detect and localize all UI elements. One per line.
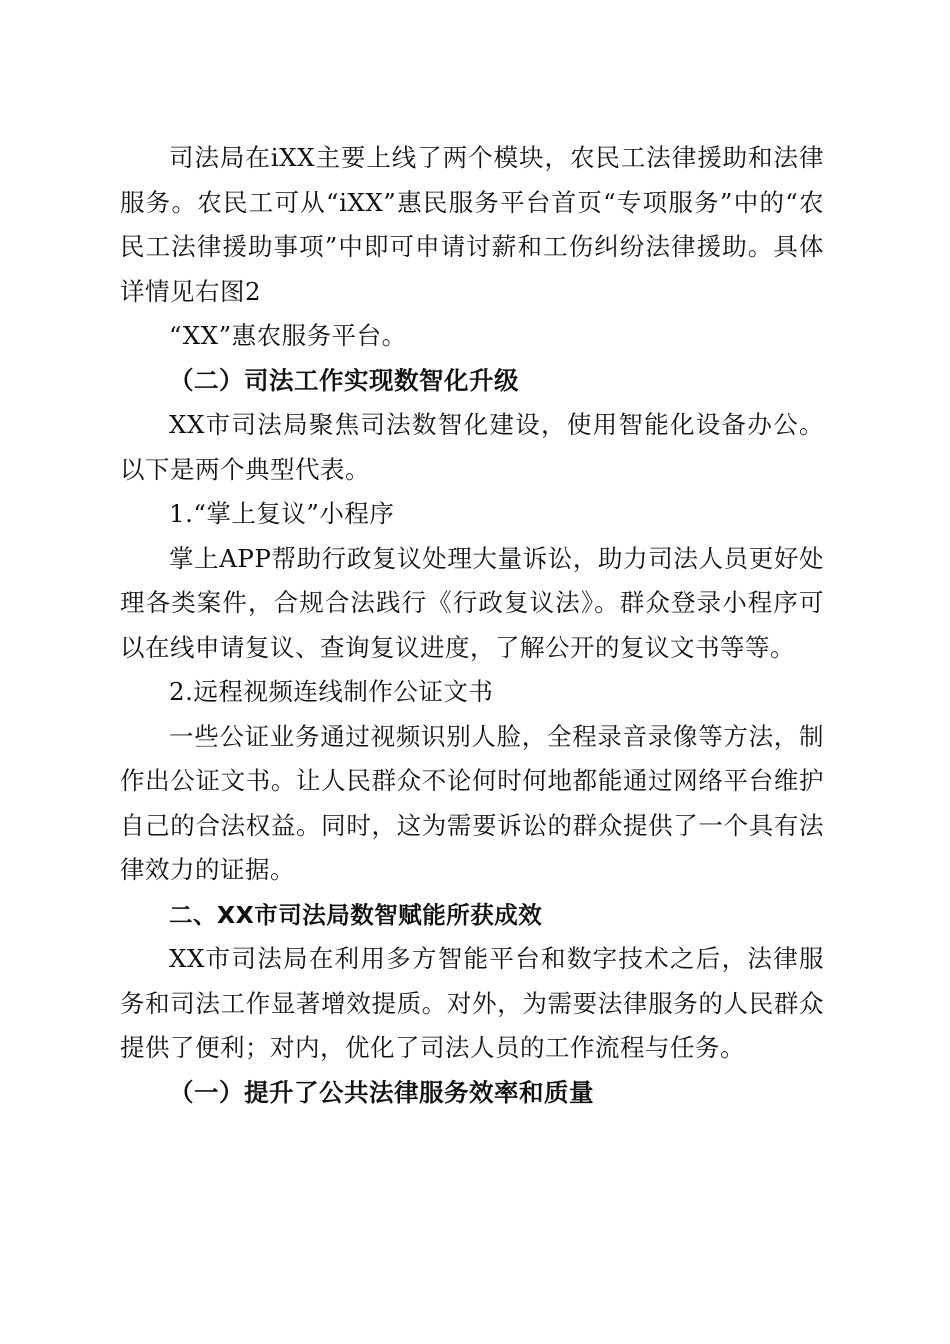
section-heading-results: 二、XX市司法局数智赋能所获成效 [169, 900, 543, 929]
paragraph-results: XX市司法局在利用多方智能平台和数字技术之后，法律服务和司法工作显著增效提质。对外，为需要法律服务的人民群众提供了便利；对内，优化了司法人员的工作流程与任务。 [120, 944, 824, 1062]
subheading-service-efficiency: （一）提升了公共法律服务效率和质量 [169, 1077, 594, 1107]
subheading-digital-upgrade: （二）司法工作实现数智化升级 [169, 365, 519, 395]
paragraph-digital-construction: XX市司法局聚焦司法数智化建设，使用智能化设备办公。以下是两个典型代表。 [120, 410, 824, 484]
document-body [120, 136, 824, 1115]
paragraph-remote-notary: 一些公证业务通过视频识别人脸，全程录音录像等方法，制作出公证文书。让人民群众不论何时何地都能通过网络平台维护自己的合法权益。同时，这为需要诉讼的群众提供了一个具有法律效力的证据。 [120, 721, 824, 884]
item-heading-mini-program: 1.“掌上复议”小程序 [169, 499, 395, 528]
paragraph-ixx-modules: 司法局在iXX主要上线了两个模块，农民工法律援助和法律服务。农民工可从“iXX”惠民服务平台首页“专项服务”中的“农民工法律援助事项”中即可申请讨薪和工伤纠纷法律援助。具体详情见右图2 [120, 143, 824, 306]
paragraph-platform-name: “XX”惠农服务平台。 [169, 321, 407, 350]
paragraph-mini-program: 掌上APP帮助行政复议处理大量诉讼，助力司法人员更好处理各类案件，合规合法践行《行政复议法》。群众登录小程序可以在线申请复议、查询复议进度，了解公开的复议文书等等。 [120, 543, 824, 662]
item-heading-remote-notary: 2.远程视频连线制作公证文书 [169, 677, 494, 706]
